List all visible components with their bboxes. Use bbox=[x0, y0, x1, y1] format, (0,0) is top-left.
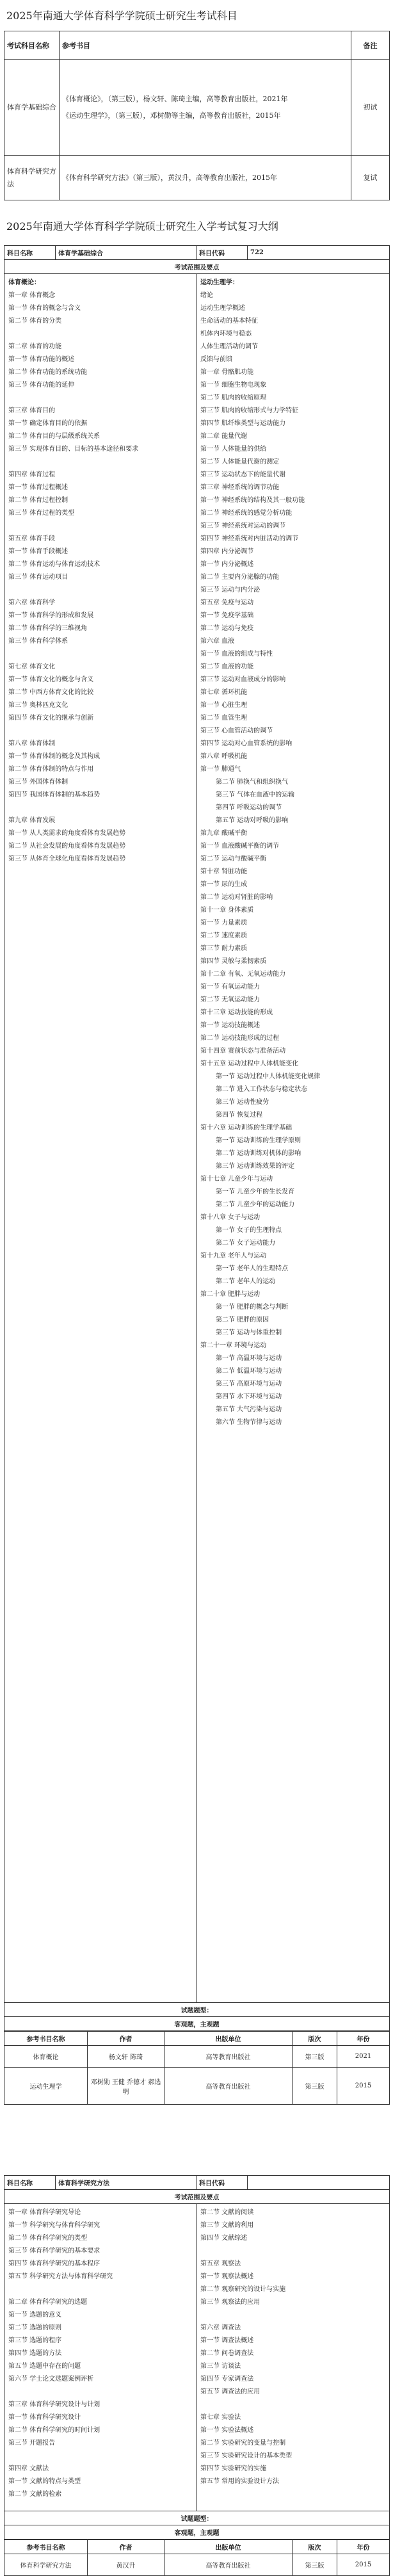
header-refs: 参考书目 bbox=[60, 31, 351, 60]
outline-item: 第五节 大气污染与运动 bbox=[216, 1406, 282, 1413]
outline-item: 第二节 体育运动与体育运动技术 bbox=[8, 561, 100, 568]
outline-right-column bbox=[196, 274, 390, 2003]
outline-item: 第三节 奥林匹克文化 bbox=[8, 702, 68, 709]
outline-item: 第四节 专家调查法 bbox=[200, 2376, 254, 2383]
scope-row bbox=[4, 260, 390, 274]
section-heading: 运动生理学： bbox=[200, 279, 239, 286]
outline-item: 第二节 运动技能形成的过程 bbox=[200, 1035, 280, 1042]
outline-item: 第五节 运动对呼吸的影响 bbox=[216, 817, 289, 824]
outline-item: 第一节 老年人的生理特点 bbox=[216, 1265, 289, 1272]
outline-item: 第三节 文献的利用 bbox=[200, 2222, 254, 2229]
outline-item: 第一节 体育体制的概念及其构成 bbox=[8, 753, 100, 760]
book-publisher: 高等教育出版社 bbox=[164, 2554, 293, 2576]
book-header-name: 参考书目名称 bbox=[4, 2032, 88, 2046]
outline-item: 第一节 确定体育目的的依据 bbox=[8, 420, 88, 427]
outline-item: 第二节 人体能量代谢的测定 bbox=[200, 458, 280, 466]
summary-row bbox=[4, 156, 390, 200]
outline-item: 第二节 血管生理 bbox=[200, 715, 248, 722]
outline-item: 第一节 免疫学基础 bbox=[200, 612, 254, 619]
blank-line bbox=[8, 802, 192, 814]
outline-item: 第三节 运动训练效果的评定 bbox=[216, 1163, 295, 1170]
book-row bbox=[4, 2554, 390, 2576]
outline-right-column bbox=[196, 2204, 390, 2511]
page-title: 2025年南通大学体育科学学院硕士研究生考试科目 bbox=[6, 10, 237, 22]
outline-item: 第二节 运动对肾脏的影响 bbox=[200, 894, 273, 901]
outline-item: 第二节 神经系统的感觉分析功能 bbox=[200, 510, 293, 517]
book-year: 2021 bbox=[337, 2046, 390, 2068]
blank-line bbox=[8, 725, 192, 738]
outline-item: 第三章 体育目的 bbox=[8, 407, 56, 414]
outline-item: 第十二章 有氧、无氧运动能力 bbox=[200, 971, 286, 978]
outline-item: 第二节 女子运动能力 bbox=[216, 1240, 276, 1247]
outline-item: 第三节 实现体育目的、目标的基本途径和要求 bbox=[8, 446, 139, 453]
outline-item: 第二章 能量代谢 bbox=[200, 433, 248, 440]
blank-line bbox=[8, 2386, 192, 2399]
outline-item: 第一节 高温环境与运动 bbox=[216, 1355, 282, 1362]
scope-label: 考试范围及要点 bbox=[4, 2190, 390, 2204]
book-header-row bbox=[4, 2540, 390, 2554]
outline-item: 第二节 无氧运动能力 bbox=[200, 996, 261, 1003]
outline-item: 第一节 体育文化的概念与含义 bbox=[8, 676, 94, 683]
outline-item: 第二节 体育功能的系统功能 bbox=[8, 369, 88, 376]
book-name: 体育科学研究方法 bbox=[4, 2554, 88, 2576]
outline-item: 第一节 血液酸碱平衡的调节 bbox=[200, 843, 280, 850]
book-year: 2015 bbox=[337, 2068, 390, 2105]
outline-item: 第二节 体育体制的特点与作用 bbox=[8, 766, 94, 773]
outline-item: 第三节 运动与内分泌 bbox=[200, 587, 261, 594]
book-table-1 bbox=[4, 2031, 390, 2105]
outline-item: 第二节 肥胖的原因 bbox=[216, 1316, 269, 1324]
outline-item: 第二节 进入工作状态与稳定状态 bbox=[216, 1086, 308, 1093]
outline-item: 第三节 肌肉的收缩形式与力学特征 bbox=[200, 407, 299, 414]
blank-line bbox=[200, 2309, 385, 2322]
subject-value: 体育学基础综合 bbox=[56, 246, 196, 260]
outline-item: 第一节 文献的特点与类型 bbox=[8, 2478, 81, 2485]
exam-type-label: 试题题型： bbox=[4, 2511, 390, 2525]
outline-item: 第九章 体育发展 bbox=[8, 817, 56, 824]
blank-line bbox=[8, 648, 192, 661]
book-header-row bbox=[4, 2032, 390, 2046]
outline-item: 第二节 主要内分泌腺的功能 bbox=[200, 574, 280, 581]
book-publisher: 高等教育出版社 bbox=[164, 2068, 293, 2105]
header-note: 备注 bbox=[351, 31, 390, 60]
outline-item: 第四节 体育文化的继承与创新 bbox=[8, 715, 94, 722]
outline-left-column bbox=[4, 2204, 196, 2511]
scope-label: 考试范围及要点 bbox=[4, 260, 390, 274]
outline-item: 第五节 常用的实验设计方法 bbox=[200, 2478, 280, 2485]
scope-row bbox=[4, 2190, 390, 2204]
outline-item: 第三节 外国体育体制 bbox=[8, 779, 68, 786]
page-gap bbox=[0, 2105, 393, 2175]
book-header-year: 年份 bbox=[337, 2540, 390, 2554]
outline-item: 运动生理学概述 bbox=[200, 305, 245, 312]
outline-item: 第四节 选题的方法 bbox=[8, 2350, 62, 2357]
subject-value: 体育科学研究方法 bbox=[56, 2176, 196, 2190]
outline-item: 第二节 实验研究的变量与控制 bbox=[200, 2440, 286, 2447]
outline-item: 第五节 科学研究方法与体育科学研究 bbox=[8, 2273, 113, 2280]
outline-item: 第三节 神经系统对运动的调节 bbox=[200, 522, 286, 530]
outline-item: 第一节 女子的生理特点 bbox=[216, 1227, 282, 1234]
outline-item: 第八章 体育体制 bbox=[8, 740, 56, 747]
summary-row bbox=[4, 60, 390, 156]
outline-item: 第三节 选题的程序 bbox=[8, 2337, 62, 2344]
outline-item: 第二节 肌肉的收缩原理 bbox=[200, 394, 267, 401]
book-header-publisher: 出版单位 bbox=[164, 2032, 293, 2046]
summary-refs bbox=[60, 60, 351, 156]
outline-item: 第二节 儿童少年的运动能力 bbox=[216, 1201, 295, 1208]
code-value: 722 bbox=[248, 246, 390, 260]
outline-item: 第二节 体育过程控制 bbox=[8, 497, 68, 504]
outline-item: 第四节 灵敏与柔韧素质 bbox=[200, 958, 267, 965]
exam-type-value: 客观题，主观题 bbox=[4, 2525, 390, 2540]
outline-item: 第二十章 肥胖与运动 bbox=[200, 1291, 261, 1298]
outline-item: 第三章 神经系统的调节功能 bbox=[200, 484, 280, 491]
outline-item: 第六节 生物节律与运动 bbox=[216, 1419, 282, 1426]
outline-item: 第二节 从社会发展的角度看体育发展趋势 bbox=[8, 843, 126, 850]
book-row bbox=[4, 2068, 390, 2105]
outline-item: 第二节 体育科学研究的时间计划 bbox=[8, 2427, 100, 2434]
outline-item: 第一节 神经系统的结构及其一般功能 bbox=[200, 497, 305, 504]
outline-item: 第四节 文献综述 bbox=[200, 2235, 248, 2242]
outline-item: 第一节 体育过程概述 bbox=[8, 484, 68, 491]
outline-item: 第十六章 运动训练的生理学基础 bbox=[200, 1124, 293, 1131]
scope-content-row bbox=[4, 274, 390, 2003]
outline-item: 第四章 内分泌调节 bbox=[200, 548, 254, 555]
subject-label: 科目名称 bbox=[4, 246, 56, 260]
outline-item: 第二节 低温环境与运动 bbox=[216, 1368, 282, 1375]
summary-subject: 体育科学研究方法 bbox=[4, 156, 60, 200]
outline-item: 第一节 运动技能概述 bbox=[200, 1022, 261, 1029]
book-name: 体育概论 bbox=[4, 2046, 88, 2068]
outline-item: 第三节 访谈法 bbox=[200, 2363, 241, 2370]
outline-item: 第二节 运动与免疫 bbox=[200, 625, 254, 632]
exam-type-value-row bbox=[4, 2017, 390, 2031]
outline-item: 第三节 耐力素质 bbox=[200, 945, 248, 952]
outline-item: 第一节 体育手段概述 bbox=[8, 548, 68, 555]
subject-label: 科目名称 bbox=[4, 2176, 56, 2190]
outline-item: 第三节 从体育全球化角度看体育发展趋势 bbox=[8, 855, 126, 863]
outline-item: 第二节 体育目的与层级系统关系 bbox=[8, 433, 100, 440]
outline-item: 第二节 肺换气和组织换气 bbox=[216, 779, 289, 786]
outline-item: 第二章 体育的功能 bbox=[8, 343, 62, 350]
outline-item: 第三节 体育科学体系 bbox=[8, 638, 68, 645]
blank-line bbox=[8, 2283, 192, 2296]
outline-item: 第三节 气体在血液中的运输 bbox=[216, 791, 295, 798]
outline-item: 第四节 神经系统对内脏活动的调节 bbox=[200, 535, 299, 542]
book-header-publisher: 出版单位 bbox=[164, 2540, 293, 2554]
exam-type-label: 试题题型： bbox=[4, 2003, 390, 2017]
blank-line bbox=[8, 456, 192, 469]
outline-head-row bbox=[4, 246, 390, 260]
book-header-author: 作者 bbox=[88, 2540, 164, 2554]
outline-item: 第一节 细胞生物电现象 bbox=[200, 382, 267, 389]
outline-item: 第三节 心血管活动的调节 bbox=[200, 727, 273, 734]
blank-line bbox=[8, 2450, 192, 2463]
outline-table-2 bbox=[4, 2175, 390, 2540]
outline-item: 第九章 酸碱平衡 bbox=[200, 830, 248, 837]
outline-item: 第十九章 老年人与运动 bbox=[200, 1252, 267, 1260]
outline-item: 第四节 水下环境与运动 bbox=[216, 1393, 282, 1400]
outline-item: 第六章 体育科学 bbox=[8, 599, 56, 606]
outline-item: 第二节 文献的阅读 bbox=[200, 2209, 254, 2216]
exam-type-value: 客观题，主观题 bbox=[4, 2017, 390, 2031]
outline-item: 第二节 速度素质 bbox=[200, 932, 248, 939]
outline-item: 第三节 实验研究设计的基本类型 bbox=[200, 2452, 293, 2459]
outline-item: 机体内环境与稳态 bbox=[200, 330, 252, 337]
outline-item: 第四节 呼吸运动的调节 bbox=[216, 804, 282, 811]
outline-item: 第一节 观察法概述 bbox=[200, 2273, 254, 2280]
outline-item: 第八章 呼吸机能 bbox=[200, 753, 248, 760]
exam-type-label-row bbox=[4, 2003, 390, 2017]
outline-item: 第二十一章 环境与运动 bbox=[200, 1342, 267, 1349]
outline-item: 第四节 实验研究的实施 bbox=[200, 2465, 267, 2472]
outline-item: 第一节 有氧运动能力 bbox=[200, 984, 261, 991]
outline-item: 第一章 体育科学研究导论 bbox=[8, 2209, 81, 2216]
outline-item: 第三节 体育过程的类型 bbox=[8, 510, 75, 517]
blank-line bbox=[200, 2245, 385, 2258]
outline-left-column bbox=[4, 274, 196, 2003]
outline-item: 第四节 恢复过程 bbox=[216, 1112, 263, 1119]
code-value bbox=[248, 2176, 390, 2190]
outline-item: 第十三章 运动技能的形成 bbox=[200, 1009, 273, 1016]
book-header-edition: 版次 bbox=[293, 2540, 337, 2554]
book-table-2 bbox=[4, 2540, 390, 2576]
outline-item: 第二节 选题的原则 bbox=[8, 2324, 62, 2331]
summary-table bbox=[4, 31, 390, 200]
outline-item: 第十一章 身体素质 bbox=[200, 907, 254, 914]
outline-item: 第十八章 女子与运动 bbox=[200, 1214, 261, 1221]
outline-item: 人体生理活动的调节 bbox=[200, 343, 258, 350]
ref-item: 《体育科学研究方法》（第三版），黄汉升，高等教育出版社，2015年 bbox=[62, 173, 277, 182]
summary-refs bbox=[60, 156, 351, 200]
outline-item: 第一节 肥胖的概念与判断 bbox=[216, 1304, 289, 1311]
summary-header-row bbox=[4, 31, 390, 60]
outline-item: 第二节 中西方体育文化的比较 bbox=[8, 689, 94, 696]
outline-item: 第二节 运动训练对机体的影响 bbox=[216, 1150, 301, 1157]
outline-item: 第六节 学士论文选题案例评析 bbox=[8, 2376, 94, 2383]
book-edition: 第三版 bbox=[293, 2046, 337, 2068]
blank-line bbox=[8, 520, 192, 533]
outline-table-1 bbox=[4, 245, 390, 2031]
summary-subject: 体育学基础综合 bbox=[4, 60, 60, 156]
outline-item: 第二节 体育的分类 bbox=[8, 318, 62, 325]
outline-item: 第一节 选题的意义 bbox=[8, 2312, 62, 2319]
outline-item: 第二节 观察研究的设计与实施 bbox=[200, 2286, 286, 2293]
outline-item: 第六章 血液 bbox=[200, 638, 235, 645]
blank-line bbox=[8, 392, 192, 405]
outline-item: 第五章 免疫与运动 bbox=[200, 599, 254, 606]
outline-title: 2025年南通大学体育科学学院硕士研究生入学考试复习大纲 bbox=[6, 220, 278, 232]
outline-item: 第一节 体育科学研究设计 bbox=[8, 2414, 81, 2421]
outline-head-row bbox=[4, 2176, 390, 2190]
outline-item: 第二节 老年人的运动 bbox=[216, 1278, 276, 1285]
section-heading: 体育概论： bbox=[8, 279, 40, 286]
outline-item: 第二节 血液的功能 bbox=[200, 663, 254, 670]
outline-item: 第四节 肌纤维类型与运动能力 bbox=[200, 420, 286, 427]
outline-item: 第一节 从人类需求的角度看体育发展趋势 bbox=[8, 830, 126, 837]
book-header-year: 年份 bbox=[337, 2032, 390, 2046]
outline-item: 第三节 运动性疲劳 bbox=[216, 1099, 269, 1106]
outline-item: 第三节 高原环境与运动 bbox=[216, 1381, 282, 1388]
exam-type-value-row bbox=[4, 2525, 390, 2540]
outline-item: 第一章 体育概念 bbox=[8, 292, 56, 299]
outline-item: 第三节 运动与体重控制 bbox=[216, 1329, 282, 1336]
outline-item: 第三节 体育运动项目 bbox=[8, 574, 68, 581]
outline-item: 第一节 调查法概述 bbox=[200, 2337, 254, 2344]
outline-item: 第十五章 运动过程中人体机能变化 bbox=[200, 1060, 299, 1067]
code-label: 科目代码 bbox=[196, 2176, 248, 2190]
outline-item: 第十章 肾脏功能 bbox=[200, 868, 248, 875]
outline-item: 第一节 运动训练的生理学原则 bbox=[216, 1137, 301, 1144]
outline-item: 第三节 开题报告 bbox=[8, 2440, 56, 2447]
book-edition: 第三版 bbox=[293, 2554, 337, 2576]
outline-item: 第一节 尿的生成 bbox=[200, 881, 248, 888]
outline-item: 第三节 运动状态下的能量代谢 bbox=[200, 471, 286, 478]
header-subject: 考试科目名称 bbox=[4, 31, 60, 60]
outline-item: 第五章 观察法 bbox=[200, 2260, 241, 2267]
outline-item: 第一节 实验法概述 bbox=[200, 2427, 254, 2434]
outline-item: 第四章 文献法 bbox=[8, 2465, 49, 2472]
outline-item: 第二节 运动与酸碱平衡 bbox=[200, 855, 267, 863]
outline-item: 第七章 实验法 bbox=[200, 2414, 241, 2421]
ref-item: 《运动生理学》，（第三版），邓树勋等主编，高等教育出版社，2015年 bbox=[62, 111, 281, 120]
book-header-author: 作者 bbox=[88, 2032, 164, 2046]
outline-item: 第七章 体育文化 bbox=[8, 663, 56, 670]
book-author: 杨文轩 陈琦 bbox=[88, 2046, 164, 2068]
outline-item: 第四章 体育过程 bbox=[8, 471, 56, 478]
outline-item: 第十四章 赛前状态与准备活动 bbox=[200, 1048, 286, 1055]
outline-item: 第一节 内分泌概述 bbox=[200, 561, 254, 568]
outline-item: 第一节 儿童少年的生长发育 bbox=[216, 1188, 295, 1195]
outline-item: 第三节 体育科学研究的基本要求 bbox=[8, 2248, 100, 2255]
outline-item: 第四节 运动对心血管系统的影响 bbox=[200, 740, 293, 747]
outline-item: 第一节 人体能量的供给 bbox=[200, 446, 267, 453]
outline-item: 第三节 观察法的应用 bbox=[200, 2299, 261, 2306]
ref-item: 《体育概论》，（第三版），杨文轩、陈琦主编，高等教育出版社，2021年 bbox=[62, 94, 288, 103]
book-name: 运动生理学 bbox=[4, 2068, 88, 2105]
outline-item: 绪论 bbox=[200, 292, 213, 299]
outline-item: 第二节 体育科学研究的类型 bbox=[8, 2235, 88, 2242]
book-header-edition: 版次 bbox=[293, 2032, 337, 2046]
outline-item: 第二节 体育科学的三维视角 bbox=[8, 625, 88, 632]
book-author: 黄汉升 bbox=[88, 2554, 164, 2576]
outline-item: 第一节 心脏生理 bbox=[200, 702, 248, 709]
outline-item: 第一节 科学研究与体育科学研究 bbox=[8, 2222, 100, 2229]
book-header-name: 参考书目名称 bbox=[4, 2540, 88, 2554]
outline-item: 第二节 问卷调查法 bbox=[200, 2350, 254, 2357]
outline-item: 反馈与前馈 bbox=[200, 356, 232, 363]
outline-item: 第三节 体育功能的延伸 bbox=[8, 382, 75, 389]
outline-item: 第七章 循环机能 bbox=[200, 689, 248, 696]
outline-item: 第二节 文献的检索 bbox=[8, 2491, 62, 2498]
outline-item: 第一节 体育的概念与含义 bbox=[8, 305, 81, 312]
outline-item: 第三章 体育科学研究设计与计划 bbox=[8, 2401, 100, 2408]
outline-item: 第四节 我国体育体制的基本趋势 bbox=[8, 791, 100, 798]
outline-item: 第一节 体育功能的概述 bbox=[8, 356, 75, 363]
book-year: 2015 bbox=[337, 2554, 390, 2576]
code-label: 科目代码 bbox=[196, 246, 248, 260]
outline-item: 第六章 调查法 bbox=[200, 2324, 241, 2331]
book-publisher: 高等教育出版社 bbox=[164, 2046, 293, 2068]
book-author: 邓树勋 王健 乔德才 郝选明 bbox=[88, 2068, 164, 2105]
outline-item: 第二章 体育科学研究的选题 bbox=[8, 2299, 88, 2306]
blank-line bbox=[8, 328, 192, 341]
summary-note: 初试 bbox=[351, 60, 390, 156]
outline-item: 第三节 运动对血液成分的影响 bbox=[200, 676, 286, 683]
blank-line bbox=[8, 584, 192, 597]
book-row bbox=[4, 2046, 390, 2068]
blank-line bbox=[200, 2399, 385, 2411]
outline-item: 第五节 选题中存在的问题 bbox=[8, 2363, 81, 2370]
outline-item: 第五章 体育手段 bbox=[8, 535, 56, 542]
outline-item: 第四节 体育科学研究的基本程序 bbox=[8, 2260, 100, 2267]
outline-item: 第一章 骨骼肌功能 bbox=[200, 369, 254, 376]
book-edition: 第三版 bbox=[293, 2068, 337, 2105]
outline-item: 第一节 肺通气 bbox=[200, 766, 241, 773]
outline-item: 生命活动的基本特征 bbox=[200, 318, 258, 325]
outline-item: 第一节 血液的组成与特性 bbox=[200, 651, 273, 658]
outline-item: 第十七章 儿童少年与运动 bbox=[200, 1176, 273, 1183]
outline-item: 第一节 体育科学的形成和发展 bbox=[8, 612, 94, 619]
summary-note: 复试 bbox=[351, 156, 390, 200]
exam-type-label-row bbox=[4, 2511, 390, 2525]
outline-item: 第五节 调查法的应用 bbox=[200, 2388, 261, 2395]
outline-item: 第一节 力量素质 bbox=[200, 919, 248, 927]
outline-item: 第一节 运动过程中人体机能变化规律 bbox=[216, 1073, 321, 1080]
scope-content-row bbox=[4, 2204, 390, 2511]
